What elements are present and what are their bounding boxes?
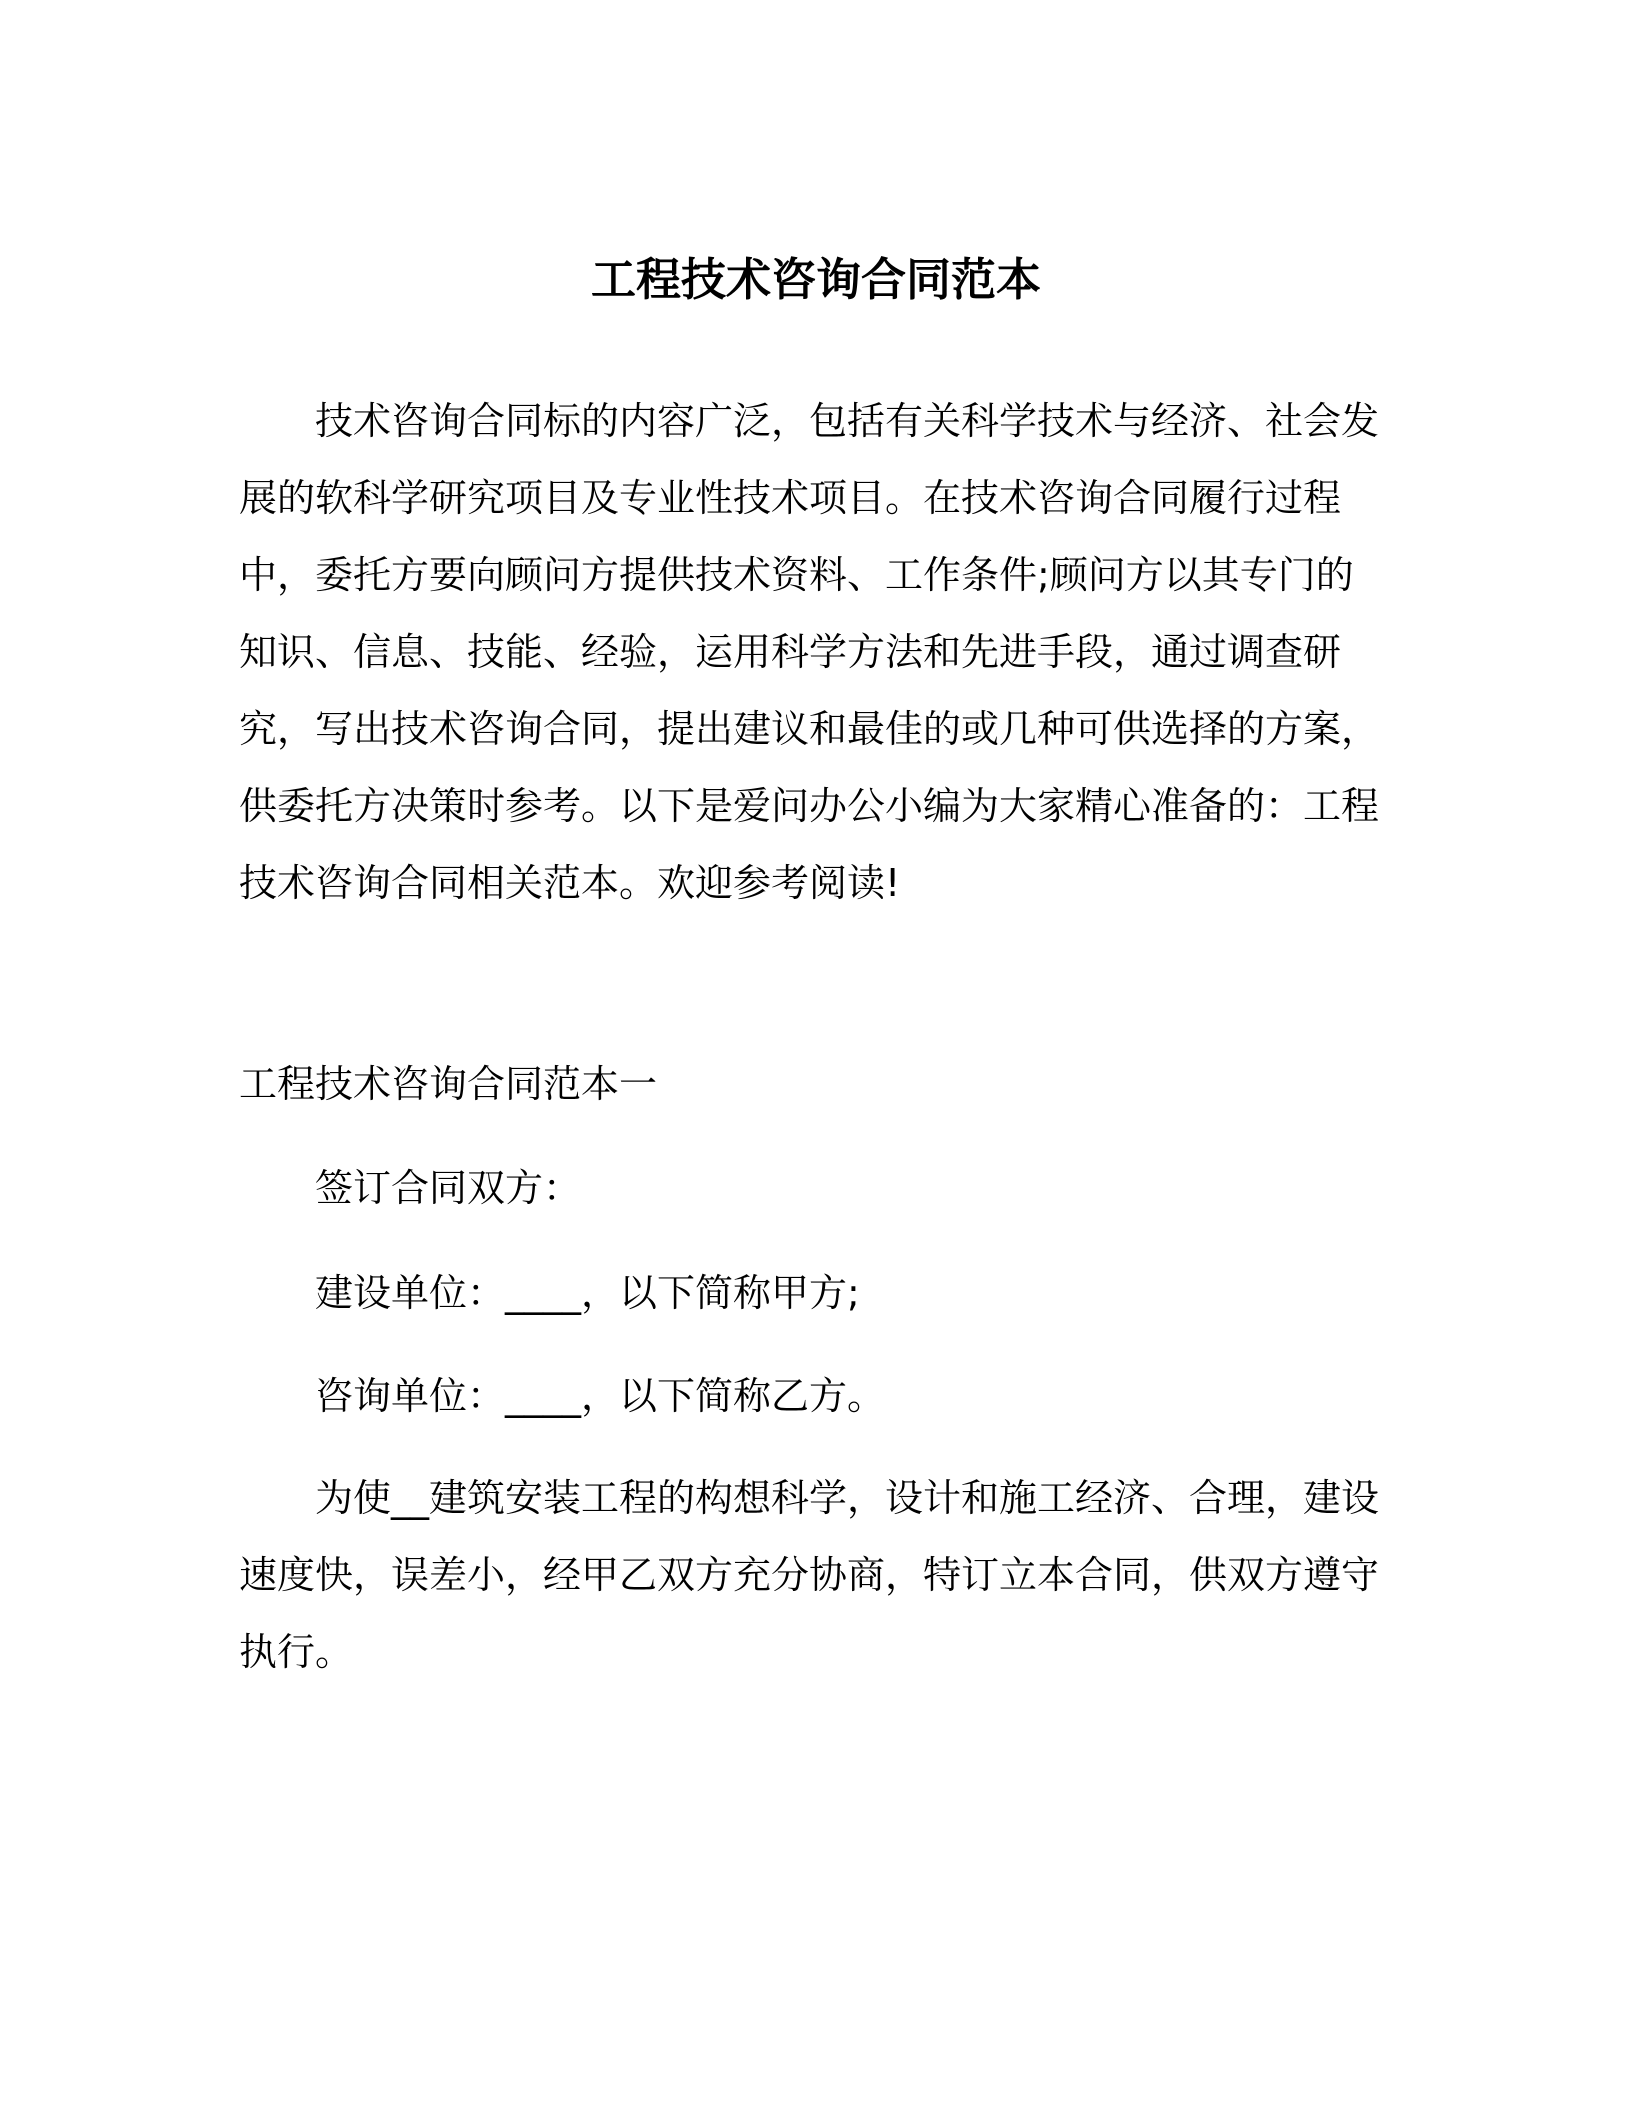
purpose-paragraph: 为使__建筑安装工程的构想科学，设计和施工经济、合理，建设速度快，误差小，经甲乙双方充分协商，特订立本合同，供双方遵守执行。	[239, 1476, 1380, 1674]
party-b-line: 咨询单位：____，以下简称乙方。	[315, 1374, 886, 1418]
document-title: 工程技术咨询合同范本	[590, 253, 1041, 307]
intro-paragraph: 技术咨询合同标的内容广泛，包括有关科学技术与经济、社会发展的软科学研究项目及专业性技术项目。在技术咨询合同履行过程中，委托方要向顾问方提供技术资料、工作条件;顾问方以其专门的知识、信息、技能、经验，运用科学方法和先进手段，通过调查研究，写出技术咨询合同，提出建议和最佳的或几种可供选择的方案，供委托方决策时参考。以下是爱问办公小编为大家精心准备的：工程技术咨询合同相关范本。欢迎参考阅读!	[239, 399, 1380, 905]
section-heading: 工程技术咨询合同范本一	[239, 1062, 658, 1106]
parties-label: 签订合同双方：	[315, 1166, 582, 1210]
party-a-line: 建设单位：____，以下简称甲方;	[315, 1271, 860, 1315]
